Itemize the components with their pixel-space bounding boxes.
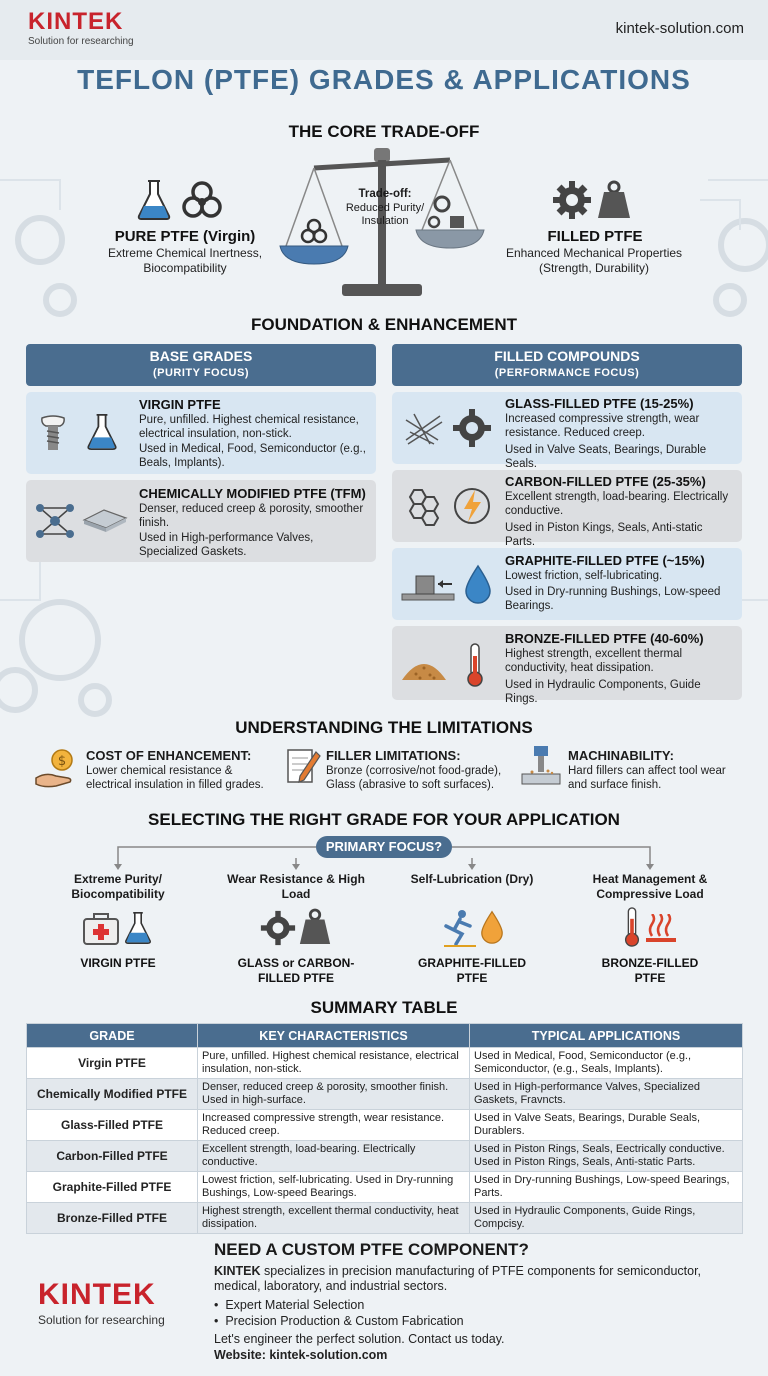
- flask-icon: [84, 410, 120, 454]
- table-cell: Highest strength, excellent thermal conductivity, heat dissipation.: [198, 1203, 470, 1234]
- footer-bullet-text: Precision Production & Custom Fabrication: [225, 1314, 464, 1328]
- gear-icon: [552, 180, 592, 220]
- summary-table: [26, 1023, 743, 1234]
- gear-icon: [260, 910, 296, 946]
- carbon-lattice-icon: [402, 484, 446, 528]
- lightning-icon: [452, 484, 492, 528]
- carbon-filled-use: Used in Piston Kings, Seals, Anti-static Parts.: [505, 522, 703, 548]
- heat-icon: [646, 914, 676, 944]
- option-wear-result: GLASS or CARBON-FILLED PTFE: [237, 956, 355, 985]
- table-cell: Lowest friction, self-lubricating. Used in Dry-running Bushings, Low-speed Bearings.: [198, 1172, 470, 1203]
- filled-ptfe-subtitle: Enhanced Mechanical Properties (Strength, Durability): [505, 246, 683, 275]
- thermometer-icon: [622, 906, 642, 948]
- gear-wrench-icon: [452, 408, 492, 448]
- bronze-filled-body: Highest strength, excellent thermal conductivity, heat dissipation.: [505, 648, 683, 674]
- carbon-filled-title: CARBON-FILLED PTFE (25-35%): [505, 474, 706, 489]
- column-header: KEY CHARACTERISTICS: [198, 1024, 470, 1048]
- card-virgin-ptfe: [26, 392, 376, 474]
- table-cell: Used in High-performance Valves, Specialized Gaskets, Fravncts.: [470, 1079, 743, 1110]
- coin-hand-icon: [34, 748, 80, 790]
- footer-tagline: Solution for researching: [38, 1313, 165, 1327]
- svg-text:$: $: [57, 754, 67, 769]
- limitation-machinability-body: Hard fillers can affect tool wear and surface finish.: [568, 765, 726, 791]
- molecule-icon: [34, 500, 76, 542]
- modified-ptfe-title: CHEMICALLY MODIFIED PTFE (TFM): [139, 486, 366, 501]
- table-cell: Pure, unfilled. Highest chemical resistance, electrical insulation, non-stick.: [198, 1048, 470, 1079]
- table-cell: Denser, reduced creep & porosity, smoother finish. Used in high-surface.: [198, 1079, 470, 1110]
- option-purity-result: VIRGIN PTFE: [80, 956, 156, 970]
- footer-intro-brand: KINTEK: [214, 1264, 261, 1278]
- table-row: [27, 1110, 743, 1141]
- glass-fibers-icon: [404, 410, 444, 446]
- limitation-machinability-title: MACHINABILITY:: [568, 748, 674, 763]
- base-grades-header: [26, 344, 376, 386]
- option-heat-label: Heat Management & Compressive Load: [592, 872, 708, 901]
- mill-tool-icon: [520, 744, 562, 790]
- summary-heading: SUMMARY TABLE: [310, 998, 458, 1017]
- bronze-powder-icon: [400, 654, 448, 682]
- limitations-heading: UNDERSTANDING THE LIMITATIONS: [235, 718, 533, 737]
- glass-filled-use: Used in Valve Seats, Bearings, Durable Seals.: [505, 444, 707, 470]
- limitation-cost-title: COST OF ENHANCEMENT:: [86, 748, 252, 763]
- core-heading: THE CORE TRADE-OFF: [288, 122, 480, 141]
- column-header: TYPICAL APPLICATIONS: [470, 1024, 743, 1048]
- table-cell: Excellent strength, load-bearing. Electrically conductive.: [198, 1141, 470, 1172]
- footer-logo[interactable]: [38, 1280, 165, 1327]
- filled-compounds-header: [392, 344, 742, 386]
- medical-kit-icon: [82, 912, 120, 946]
- table-cell: Virgin PTFE: [27, 1048, 198, 1079]
- weight-icon: [596, 180, 632, 220]
- limitation-cost-body: Lower chemical resistance & electrical insulation in filled grades.: [86, 765, 264, 791]
- column-header: GRADE: [27, 1024, 198, 1048]
- table-header-row: [27, 1024, 743, 1048]
- pure-ptfe-title: PURE PTFE (Virgin): [114, 228, 256, 245]
- droplet-icon: [480, 910, 504, 944]
- card-modified-ptfe: [26, 480, 376, 562]
- table-cell: Bronze-Filled PTFE: [27, 1203, 198, 1234]
- base-grades-subtitle: (PURITY FOCUS): [152, 367, 250, 379]
- card-graphite-filled: [392, 548, 742, 620]
- limitation-filler-title: FILLER LIMITATIONS:: [326, 748, 461, 763]
- filled-compounds-title: FILLED COMPOUNDS: [494, 348, 640, 364]
- limitation-filler-body: Bronze (corrosive/not food-grade), Glass (abrasive to soft surfaces).: [326, 765, 502, 791]
- table-row: [27, 1141, 743, 1172]
- filled-compounds-subtitle: (PERFORMANCE FOCUS): [494, 367, 640, 379]
- table-cell: Used in Valve Seats, Bearings, Durable Seals, Durablers.: [470, 1110, 743, 1141]
- pure-ptfe-subtitle: Extreme Chemical Inertness, Biocompatibility: [107, 246, 263, 275]
- option-lubrication-result: GRAPHITE-FILLED PTFE: [418, 956, 526, 985]
- footer-cta: Let's engineer the perfect solution. Contact us today.: [214, 1332, 505, 1346]
- bronze-filled-use: Used in Hydraulic Components, Guide Rings.: [505, 679, 701, 705]
- block-arrow-icon: [400, 570, 456, 602]
- brand-tagline: Solution for researching: [28, 36, 134, 47]
- bronze-filled-title: BRONZE-FILLED PTFE (40-60%): [505, 631, 704, 646]
- base-grades-title: BASE GRADES: [149, 348, 253, 364]
- sheet-icon: [82, 506, 128, 532]
- option-wear-label: Wear Resistance & High Load: [227, 872, 365, 901]
- virgin-ptfe-use: Used in Medical, Food, Semiconductor (e.g., Beals, Implants).: [139, 443, 366, 469]
- footer-heading: NEED A CUSTOM PTFE COMPONENT?: [214, 1240, 529, 1259]
- glass-filled-title: GLASS-FILLED PTFE (15-25%): [505, 396, 694, 411]
- glass-filled-body: Increased compressive strength, wear resistance. Reduced creep.: [505, 413, 700, 439]
- table-cell: Used in Piston Rings, Seals, Eectrically conductive. Used in Piston Rings, Seals, Anti-static Parts.: [470, 1141, 743, 1172]
- modified-ptfe-body: Denser, reduced creep & porosity, smoother finish.: [139, 503, 364, 529]
- slip-icon: [442, 908, 478, 948]
- table-cell: Carbon-Filled PTFE: [27, 1141, 198, 1172]
- thermometer-icon: [464, 642, 486, 688]
- card-carbon-filled: [392, 470, 742, 548]
- card-bronze-filled: [392, 626, 742, 705]
- selection-heading: SELECTING THE RIGHT GRADE FOR YOUR APPLICATION: [148, 810, 620, 829]
- primary-focus-badge: PRIMARY FOCUS?: [316, 836, 452, 858]
- option-heat-result: BRONZE-FILLED PTFE: [601, 956, 699, 985]
- tradeoff-label: Trade-off:: [358, 188, 412, 200]
- header-website-link[interactable]: kintek-solution.com: [615, 20, 744, 37]
- footer-bullet-text: Expert Material Selection: [225, 1298, 365, 1312]
- footer-bullet: • Precision Production & Custom Fabrication: [214, 1314, 464, 1328]
- table-cell: Graphite-Filled PTFE: [27, 1172, 198, 1203]
- option-purity-label: Extreme Purity/ Biocompatibility: [71, 872, 165, 901]
- card-glass-filled: [392, 392, 742, 470]
- table-row: [27, 1079, 743, 1110]
- footer-intro: [214, 1264, 734, 1294]
- graphite-filled-use: Used in Dry-running Bushings, Low-speed Bearings.: [505, 586, 721, 612]
- filled-ptfe-title: FILLED PTFE: [547, 228, 643, 245]
- header-logo[interactable]: [28, 10, 134, 47]
- footer-intro-text: specializes in precision manufacturing of PTFE components for semiconductor, medical, laboratory, and industrial sectors.: [214, 1264, 702, 1293]
- tradeoff-subtitle: Reduced Purity/ Insulation: [345, 202, 425, 227]
- footer-brand: KINTEK: [38, 1278, 156, 1311]
- pencil-note-icon: [286, 746, 322, 788]
- footer-website-link[interactable]: Website: kintek-solution.com: [214, 1348, 388, 1362]
- table-cell: Glass-Filled PTFE: [27, 1110, 198, 1141]
- table-row: [27, 1203, 743, 1234]
- virgin-ptfe-body: Pure, unfilled. Highest chemical resistance, electrical insulation, non-stick.: [139, 414, 359, 440]
- footer-bullet: • Expert Material Selection: [214, 1298, 365, 1312]
- brand-name: KINTEK: [28, 8, 124, 35]
- modified-ptfe-use: Used in High-performance Valves, Specialized Gaskets.: [139, 532, 314, 558]
- table-cell: Increased compressive strength, wear resistance. Reduced creep.: [198, 1110, 470, 1141]
- dental-implant-icon: [38, 414, 68, 454]
- foundation-heading: FOUNDATION & ENHANCEMENT: [250, 315, 517, 334]
- carbon-filled-body: Excellent strength, load-bearing. Electrically conductive.: [505, 491, 729, 517]
- table-cell: Used in Medical, Food, Semiconductor (e.g., Semiconductor, (e.g., Seals, Implants).: [470, 1048, 743, 1079]
- table-row: [27, 1048, 743, 1079]
- graphite-filled-body: Lowest friction, self-lubricating.: [505, 570, 663, 582]
- flask-icon: [122, 908, 154, 948]
- table-cell: Used in Dry-running Bushings, Low-speed Bearings, Parts.: [470, 1172, 743, 1203]
- table-cell: Chemically Modified PTFE: [27, 1079, 198, 1110]
- biohazard-icon: [180, 178, 224, 222]
- table-cell: Used in Hydraulic Components, Guide Rings, Compcisy.: [470, 1203, 743, 1234]
- graphite-filled-title: GRAPHITE-FILLED PTFE (~15%): [505, 553, 705, 568]
- flask-icon: [134, 178, 174, 222]
- option-lubrication-label: Self-Lubrication (Dry): [410, 872, 534, 886]
- weight-icon: [298, 908, 332, 946]
- virgin-ptfe-title: VIRGIN PTFE: [139, 397, 221, 412]
- page-title: TEFLON (PTFE) GRADES & APPLICATIONS: [77, 64, 691, 95]
- table-row: [27, 1172, 743, 1203]
- droplet-icon: [464, 564, 492, 604]
